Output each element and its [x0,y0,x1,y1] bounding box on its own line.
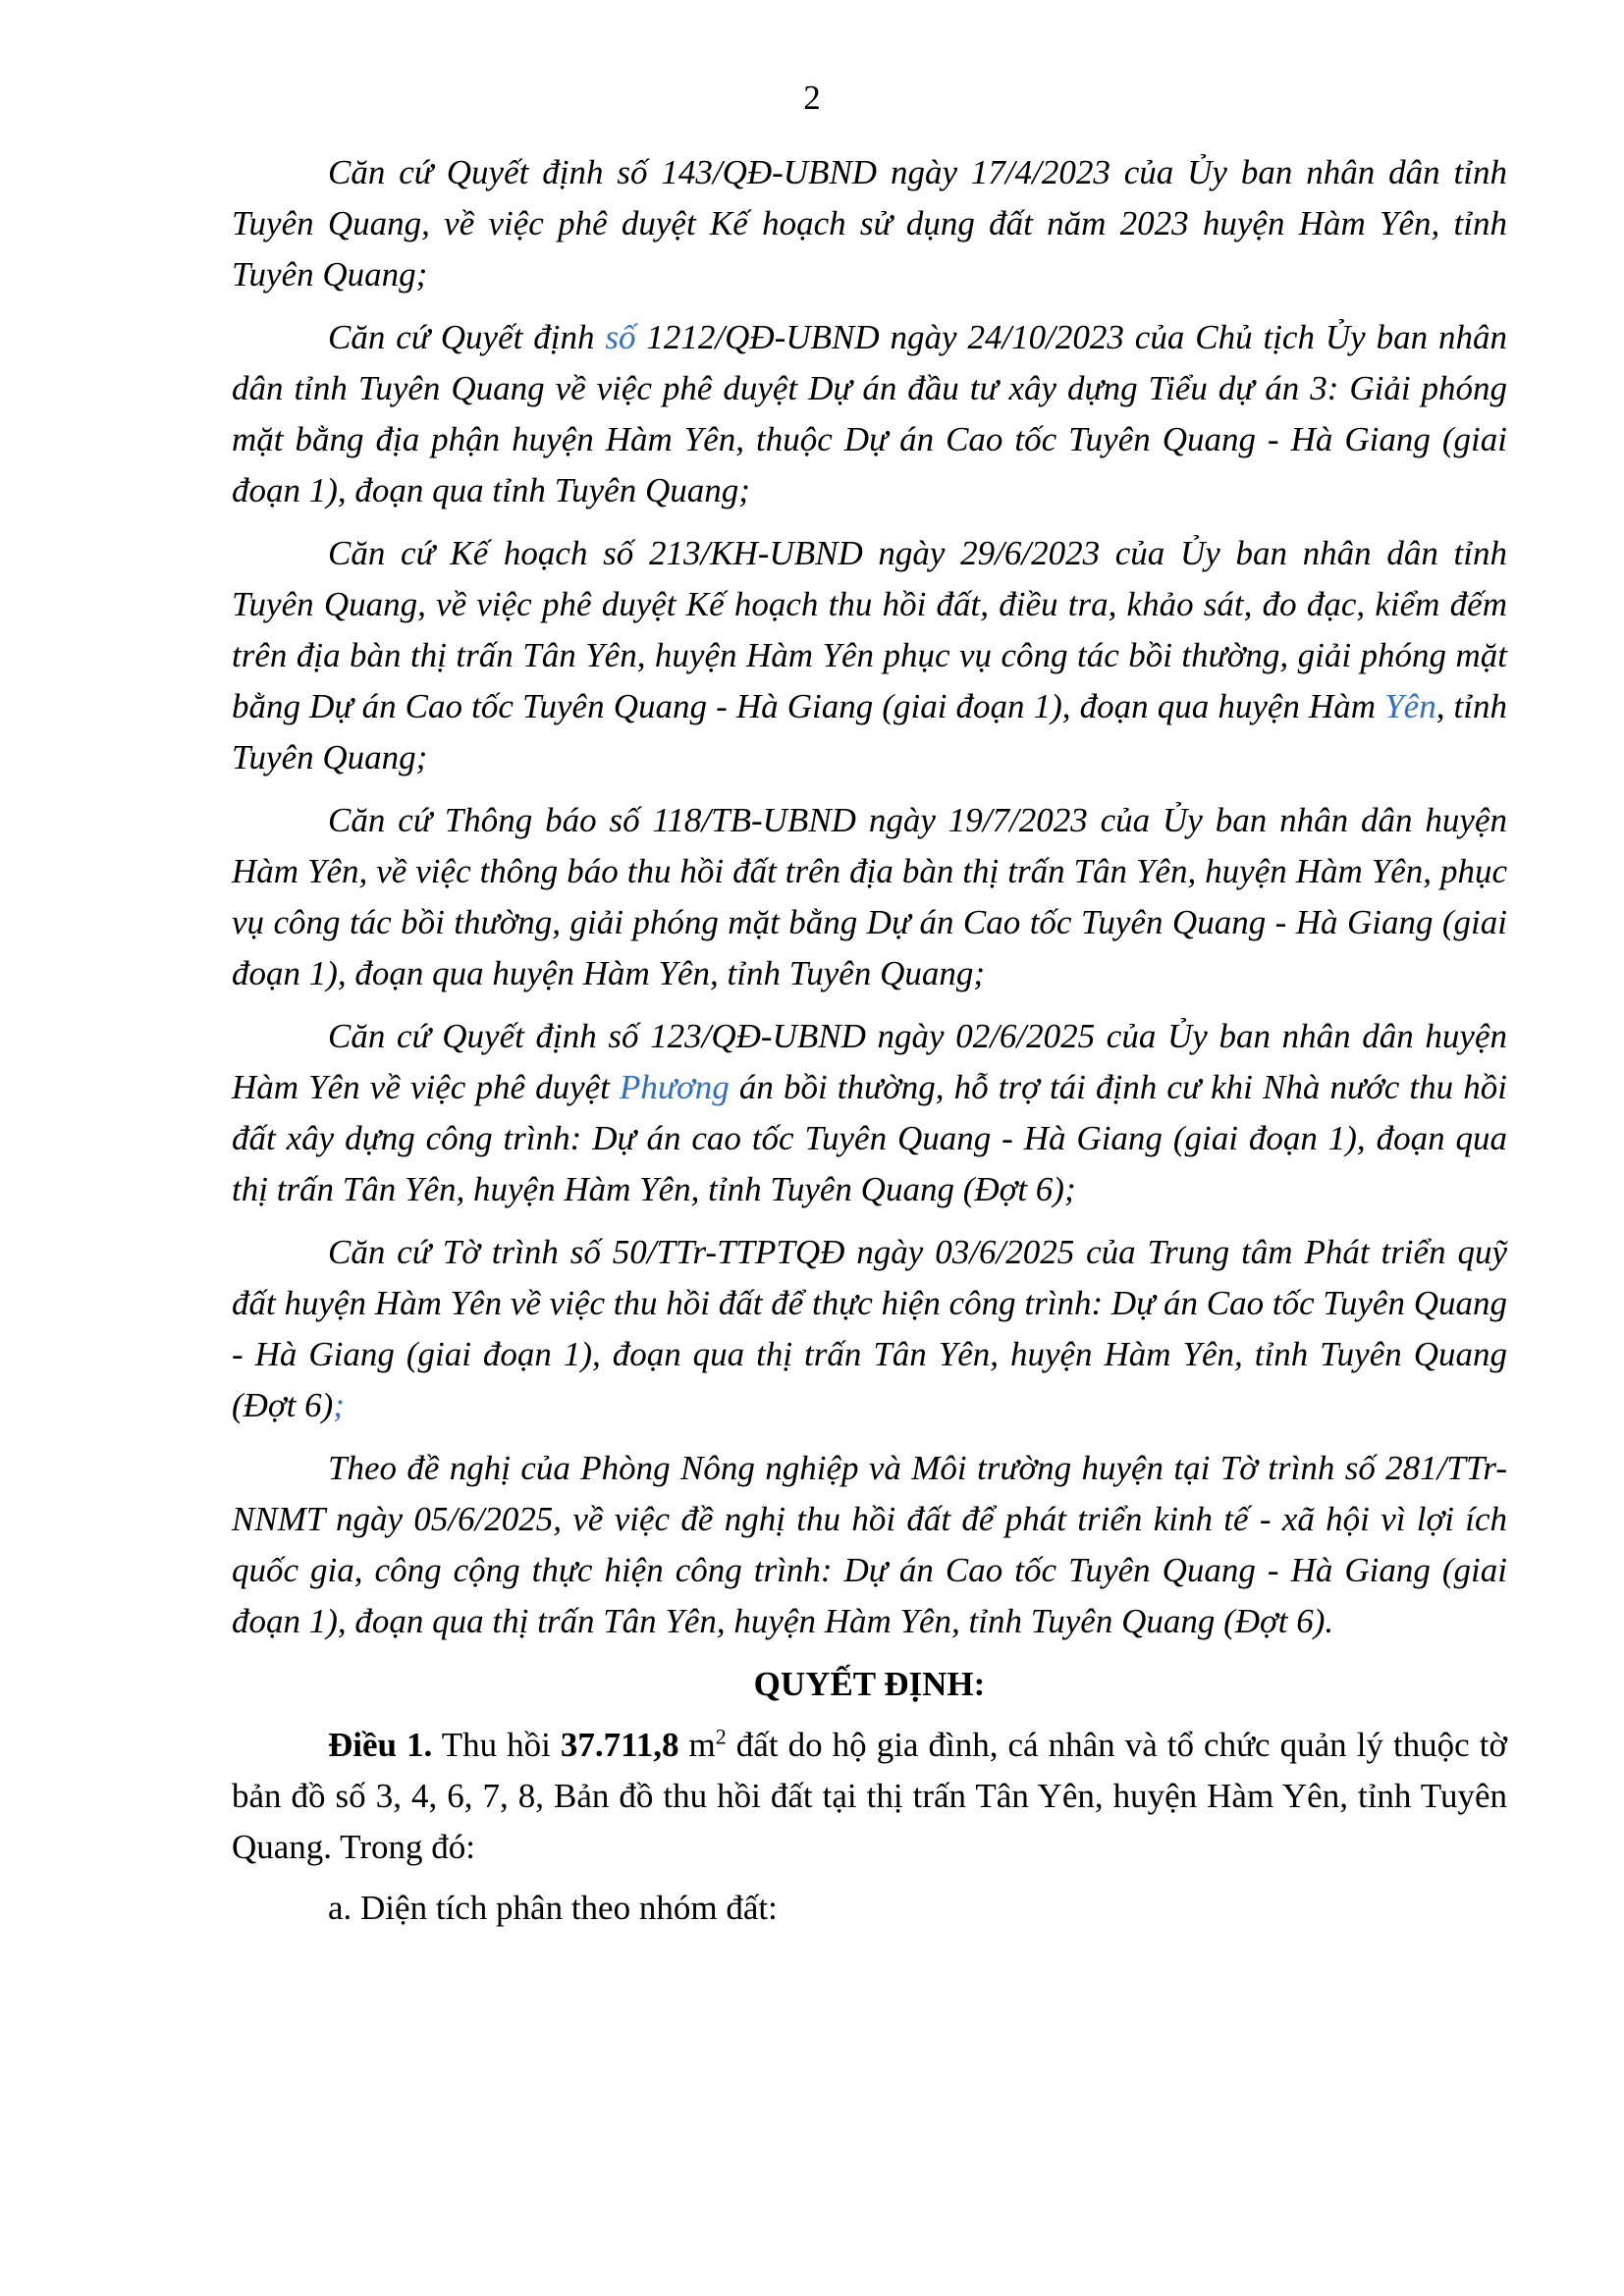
highlighted-word: Phương [620,1068,730,1106]
paragraph-text-start: Căn cứ Quyết định [328,318,606,356]
decision-heading: QUYẾT ĐỊNH: [753,1665,986,1703]
paragraph-text-start: Căn cứ Quyết định số 123/QĐ-UBND ngày 02/6/2025 của Ủy ban nhân dân huyện Hàm Yên về việc phê duyệt [232,1017,1507,1106]
paragraph-text-end: 1212/QĐ-UBND ngày 24/10/2023 của Chủ tịch Ủy ban nhân dân tỉnh Tuyên Quang về việc phê duyệt Dự án đầu tư xây dựng Tiểu dự án 3: Giải phóng mặt bằng địa phận huyện Hàm Yên, thuộc Dự án Cao tốc Tuyên Quang - Hà Giang (giai đoạn 1), đoạn qua tỉnh Tuyên Quang; [232,318,1507,509]
paragraph-text-end: án bồi thường, hỗ trợ tái định cư khi Nhà nước thu hồi đất xây dựng công trình: Dự án cao tốc Tuyên Quang - Hà Giang (giai đoạn 1), đoạn qua thị trấn Tân Yên, huyện Hàm Yên, tỉnh Tuyên Quang (Đợt 6); [232,1068,1507,1208]
legal-basis-paragraph-3 [232,528,1507,783]
legal-basis-paragraph-5 [232,1011,1507,1215]
document-body [232,147,1507,1934]
article-1-text-end: đất do hộ gia đình, cá nhân và tổ chức quản lý thuộc tờ bản đồ số 3, 4, 6, 7, 8, Bản đồ thu hồi đất tại thị trấn Tân Yên, huyện Hàm Yên, tỉnh Tuyên Quang. Trong đó: [232,1726,1507,1866]
item-a: a. Diện tích phân theo nhóm đất: [328,1889,778,1927]
article-1-label: Điều 1. [328,1726,433,1764]
proposal-paragraph: Theo đề nghị của Phòng Nông nghiệp và Môi trường huyện tại Tờ trình số 281/TTr-NNMT ngày 05/6/2025, về việc đề nghị thu hồi đất để phát triển kinh tế - xã hội vì lợi ích quốc gia, công cộng thực hiện công trình: Dự án Cao tốc Tuyên Quang - Hà Giang (giai đoạn 1), đoạn qua thị trấn Tân Yên, huyện Hàm Yên, tỉnh Tuyên Quang (Đợt 6). [232,1449,1507,1640]
paragraph-text-start: Căn cứ Kế hoạch số 213/KH-UBND ngày 29/6/2023 của Ủy ban nhân dân tỉnh Tuyên Quang, về việc phê duyệt Kế hoạch thu hồi đất, điều tra, khảo sát, đo đạc, kiểm đếm trên địa bàn thị trấn Tân Yên, huyện Hàm Yên phục vụ công tác bồi thường, giải phóng mặt bằng Dự án Cao tốc Tuyên Quang - Hà Giang (giai đoạn 1), đoạn qua huyện Hàm [232,534,1507,725]
legal-basis-paragraph-2 [232,312,1507,516]
page-number: 2 [803,79,821,117]
highlighted-word: số [605,318,636,356]
article-1-paragraph [232,1720,1507,1873]
highlighted-punctuation: ; [333,1386,345,1424]
area-unit-exponent: 2 [715,1724,727,1749]
area-unit: m [678,1726,716,1764]
paragraph-text-end: , tỉnh Tuyên Quang; [232,687,1507,776]
legal-basis-paragraph-6 [232,1227,1507,1431]
highlighted-word: Yên [1384,687,1436,725]
article-1-text-start: Thu hồi [432,1726,561,1764]
paragraph-text-start: Căn cứ Tờ trình số 50/TTr-TTPTQĐ ngày 03/6/2025 của Trung tâm Phát triển quỹ đất huyện Hàm Yên về việc thu hồi đất để thực hiện công trình: Dự án Cao tốc Tuyên Quang - Hà Giang (giai đoạn 1), đoạn qua thị trấn Tân Yên, huyện Hàm Yên, tỉnh Tuyên Quang (Đợt 6) [232,1233,1507,1424]
legal-basis-paragraph-4: Căn cứ Thông báo số 118/TB-UBND ngày 19/7/2023 của Ủy ban nhân dân huyện Hàm Yên, về việc thông báo thu hồi đất trên địa bàn thị trấn Tân Yên, huyện Hàm Yên, phục vụ công tác bồi thường, giải phóng mặt bằng Dự án Cao tốc Tuyên Quang - Hà Giang (giai đoạn 1), đoạn qua huyện Hàm Yên, tỉnh Tuyên Quang; [232,801,1507,992]
article-1-area-value: 37.711,8 [560,1726,679,1764]
legal-basis-paragraph-1: Căn cứ Quyết định số 143/QĐ-UBND ngày 17/4/2023 của Ủy ban nhân dân tỉnh Tuyên Quang, về việc phê duyệt Kế hoạch sử dụng đất năm 2023 huyện Hàm Yên, tỉnh Tuyên Quang; [232,153,1507,294]
